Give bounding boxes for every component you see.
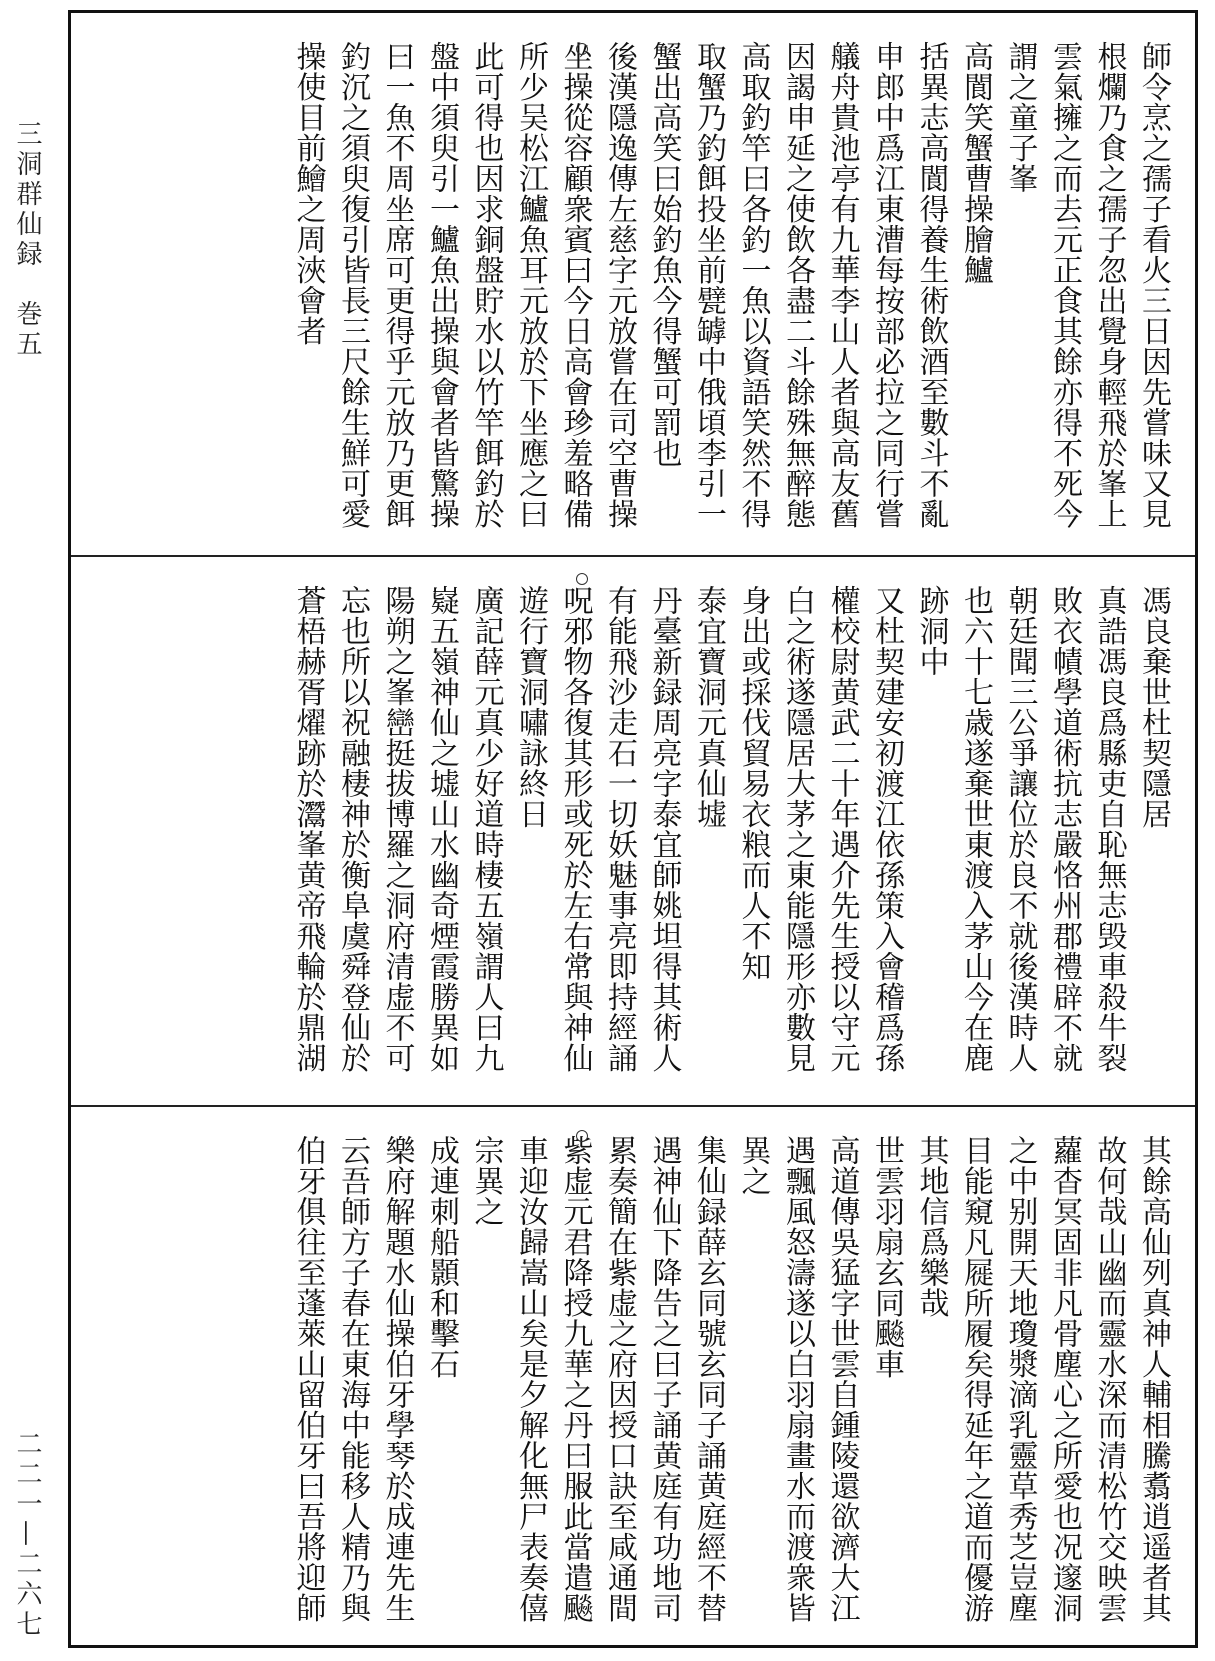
text-column: 世雲羽扇玄同飈車 bbox=[869, 1135, 904, 1379]
text-column: 白之術遂隱居大茅之東能隱形亦數見 bbox=[780, 585, 815, 1073]
text-column: 師令烹之孺子看火三日因先嘗味又見 bbox=[1136, 41, 1171, 529]
text-column: 盤中須臾引一鱸魚出操與會者皆驚操 bbox=[424, 41, 459, 529]
text-column: 真誥馮良爲縣吏自恥無志毁車殺牛裂 bbox=[1091, 585, 1127, 1073]
text-column: 異之 bbox=[735, 1135, 771, 1196]
text-column: 又杜契建安初渡江依孫策入會稽爲孫 bbox=[869, 585, 904, 1073]
left-margin-title: 三洞群仙録 巻五 bbox=[12, 120, 42, 360]
circle-mark bbox=[576, 1481, 588, 1493]
text-column: 呪邪物各復其形或死於左右常與神仙 bbox=[557, 585, 593, 1073]
text-column: 丹臺新録周亮字泰宜師姚坦得其術人 bbox=[646, 585, 682, 1073]
text-column: 蒼梧赫胥燿跡於灊峯黄帝飛輪於鼎湖 bbox=[290, 585, 326, 1073]
text-column: 故何哉山幽而靈水深而清松竹交映雲 bbox=[1091, 1135, 1127, 1623]
panel-top bbox=[71, 13, 1195, 557]
text-column: 累奏簡在紫虚之府因授口訣至咸通間 bbox=[602, 1135, 637, 1623]
text-column: 遇飄風怒濤遂以白羽扇畫水而渡衆皆 bbox=[780, 1135, 815, 1623]
circle-mark bbox=[576, 1130, 588, 1142]
text-column: 高道傳吳猛字世雲自鍾陵還欲濟大江 bbox=[824, 1135, 860, 1623]
text-column: 也六十七歳遂棄世東渡入茅山今在鹿 bbox=[958, 585, 993, 1073]
text-column: 操使目前鱠之周浹會者 bbox=[290, 41, 326, 346]
text-columns bbox=[91, 1135, 1175, 1635]
text-column: 根爛乃食之孺子忽出覺身輕飛於峯上 bbox=[1091, 41, 1127, 529]
text-column: 括異志高閬得養生術飲酒至數斗不亂 bbox=[913, 41, 949, 529]
text-column: 紫虚元君降授九華之丹曰服此當遣飈 bbox=[557, 1135, 593, 1623]
text-column: 伯牙俱往至蓬萊山留伯牙曰吾將迎師 bbox=[290, 1135, 326, 1623]
text-column: 艤舟貴池亭有九華李山人者與高友舊 bbox=[824, 41, 860, 529]
circle-mark bbox=[576, 413, 588, 425]
left-margin-page-number: 二二一—二六七 bbox=[12, 1430, 42, 1640]
text-column: 目能窺凡屣所履矣得延年之道而優游 bbox=[958, 1135, 993, 1623]
text-column: 成連刺船顥和擊石 bbox=[424, 1135, 459, 1379]
text-column: 蘿杳冥固非凡骨塵心之所愛也况邃洞 bbox=[1047, 1135, 1082, 1623]
text-column: 其餘高仙列真神人輔相騰翥逍遥者其 bbox=[1136, 1135, 1171, 1623]
text-column: 因謁申延之使飲各盡二斗餘殊無醉態 bbox=[780, 41, 815, 529]
panel-middle bbox=[71, 557, 1195, 1107]
text-column: 嶷五嶺神仙之墟山水幽奇煙霞勝異如 bbox=[424, 585, 459, 1073]
text-column: 敗衣幘學道術抗志嚴恪州郡禮辟不就 bbox=[1047, 585, 1082, 1073]
circle-mark bbox=[576, 573, 588, 585]
circle-mark bbox=[576, 43, 588, 55]
text-column: 廣記薛元真少好道時棲五嶺謂人曰九 bbox=[468, 585, 504, 1073]
text-column: 高取釣竿曰各釣一魚以資語笑然不得 bbox=[735, 41, 771, 529]
text-column: 車迎汝歸嵩山矣是夕解化無尸表奏僖 bbox=[513, 1135, 548, 1623]
text-column: 之中别開天地瓊漿滴乳靈草秀芝豈塵 bbox=[1002, 1135, 1038, 1623]
text-column: 跡洞中 bbox=[913, 585, 949, 677]
text-column: 朝廷聞三公爭讓位於良不就後漢時人 bbox=[1002, 585, 1038, 1073]
text-column: 釣沉之須臾復引皆長三尺餘生鮮可愛 bbox=[335, 41, 370, 529]
text-column: 樂府解題水仙操伯牙學琴於成連先生 bbox=[379, 1135, 415, 1623]
text-columns bbox=[91, 41, 1175, 545]
text-column: 蟹出高笑曰始釣魚今得蟹可罰也 bbox=[646, 41, 682, 468]
text-column: 謂之童子峯 bbox=[1002, 41, 1038, 194]
text-column: 權校尉黄武二十年遇介先生授以守元 bbox=[824, 585, 860, 1073]
text-columns bbox=[91, 585, 1175, 1095]
text-column: 馮良棄世杜契隱居 bbox=[1136, 585, 1171, 829]
text-column: 忘也所以祝融棲神於衡阜虞舜登仙於 bbox=[335, 585, 370, 1073]
text-column: 陽朔之峯巒挺拔博羅之洞府清虚不可 bbox=[379, 585, 415, 1073]
text-column: 集仙録薛玄同號玄同子誦黄庭經不替 bbox=[691, 1135, 726, 1623]
text-column: 身出或採伐貿易衣粮而人不知 bbox=[735, 585, 771, 982]
text-column: 遇神仙下降告之曰子誦黄庭有功地司 bbox=[646, 1135, 682, 1623]
text-column: 宗異之 bbox=[468, 1135, 504, 1227]
circle-mark bbox=[576, 955, 588, 967]
page-frame bbox=[68, 10, 1198, 1648]
text-column: 雲氣擁之而去元正食其餘亦得不死今 bbox=[1047, 41, 1082, 529]
text-column: 泰宜寶洞元真仙墟 bbox=[691, 585, 726, 829]
text-column: 坐操從容顧衆賓曰今日高會珍羞略備 bbox=[557, 41, 593, 529]
text-column: 其地信爲樂哉 bbox=[913, 1135, 949, 1318]
text-column: 有能飛沙走石一切妖魅事亮即持經誦 bbox=[602, 585, 637, 1073]
text-column: 後漢隱逸傳左慈字元放嘗在司空曹操 bbox=[602, 41, 637, 529]
text-column: 高閬笑蟹曹操膾鱸 bbox=[958, 41, 993, 285]
text-column: 所少吴松江鱸魚耳元放於下坐應之曰 bbox=[513, 41, 548, 529]
text-column: 云吾師方子春在東海中能移人精乃與 bbox=[335, 1135, 370, 1623]
text-column: 此可得也因求銅盤貯水以竹竿餌釣於 bbox=[468, 41, 504, 529]
text-column: 遊行寶洞嘯詠終日 bbox=[513, 585, 548, 829]
text-column: 曰一魚不周坐席可更得乎元放乃更餌 bbox=[379, 41, 415, 529]
text-column: 取蟹乃釣餌投坐前甓罅中俄頃李引一 bbox=[691, 41, 726, 529]
panel-bottom bbox=[71, 1107, 1195, 1645]
text-column: 申郎中爲江東漕每按部必拉之同行嘗 bbox=[869, 41, 904, 529]
